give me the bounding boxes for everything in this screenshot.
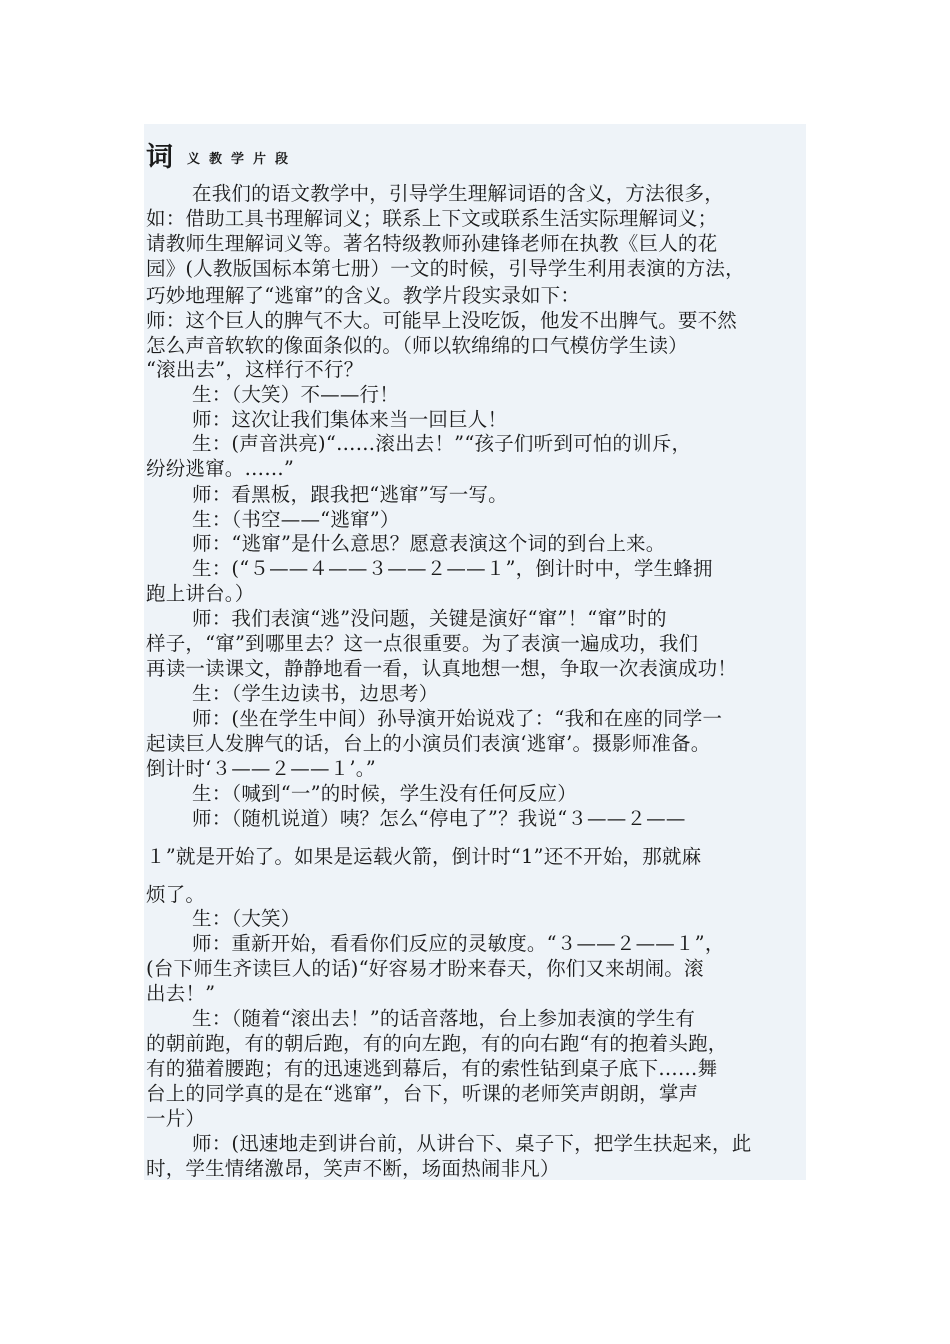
paragraph-line: 师：“逃窜”是什么意思？愿意表演这个词的到台上来。 xyxy=(192,532,666,555)
paragraph-line: 倒计时‘３——２——１’。” xyxy=(146,757,376,780)
paragraph-line: 生：(“５——４——３——２——１”，倒计时中，学生蜂拥 xyxy=(192,557,713,580)
paragraph-line: (台下师生齐读巨人的话)“好容易才盼来春天，你们又来胡闹。滚 xyxy=(146,957,704,980)
paragraph-line: 生：（大笑） xyxy=(192,907,301,930)
paragraph-line: 的朝前跑，有的朝后跑，有的向左跑，有的向右跑“有的抱着头跑， xyxy=(146,1032,728,1055)
paragraph-line: 怎么声音软软的像面条似的。（师以软绵绵的口气模仿学生读） xyxy=(146,334,688,357)
page-title xyxy=(146,134,297,174)
paragraph-line: 样子，“窜”到哪里去？这一点很重要。为了表演一遍成功，我们 xyxy=(146,632,699,655)
paragraph-line: 师：我们表演“逃”没问题，关键是演好“窜”！“窜”时的 xyxy=(192,607,667,630)
paragraph-line: 生：（随着“滚出去！”的话音落地，台上参加表演的学生有 xyxy=(192,1007,696,1030)
paragraph-line: 师：这个巨人的脾气不大。可能早上没吃饭，他发不出脾气。要不然 xyxy=(146,309,738,332)
paragraph-line: 再读一读课文，静静地看一看，认真地想一想，争取一次表演成功！ xyxy=(146,657,738,680)
title-rest: 义教学片段 xyxy=(187,152,298,167)
paragraph-line: 园》(人教版国标本第七册）一文的时候，引导学生利用表演的方法， xyxy=(146,257,745,280)
paragraph-line: 师：看黑板，跟我把“逃窜”写一写。 xyxy=(192,483,508,506)
paragraph-line: 师：(迅速地走到讲台前，从讲台下、桌子下，把学生扶起来，此 xyxy=(192,1132,752,1155)
title-first-char: 词 xyxy=(146,142,173,173)
paragraph-line: 起读巨人发脾气的话，台上的小演员们表演‘逃窜’。摄影师准备。 xyxy=(146,732,711,755)
paragraph-line: 师：(坐在学生中间）孙导演开始说戏了：“我和在座的同学一 xyxy=(192,707,723,730)
paragraph-line: 生：(声音洪亮)“……滚出去！”“孩子们听到可怕的训斥， xyxy=(192,432,692,455)
paragraph-line: １”就是开始了。如果是运载火箭，倒计时“1”还不开始，那就麻 xyxy=(146,845,702,868)
paragraph-line: 在我们的语文教学中，引导学生理解词语的含义，方法很多， xyxy=(192,182,724,205)
paragraph-line: 跑上讲台。） xyxy=(146,582,255,605)
paragraph-line: 如：借助工具书理解词义；联系上下文或联系生活实际理解词义； xyxy=(146,207,718,230)
paragraph-line: 生：（喊到“一”的时候，学生没有任何反应） xyxy=(192,782,577,805)
paragraph-line: 请教师生理解词义等。著名特级教师孙建锋老师在执教《巨人的花 xyxy=(146,232,718,255)
paragraph-line: 有的猫着腰跑；有的迅速逃到幕后，有的索性钻到桌子底下……舞 xyxy=(146,1057,718,1080)
paragraph-line: 生：（大笑）不——行！ xyxy=(192,383,399,406)
paragraph-line: 师：重新开始，看看你们反应的灵敏度。“３——２——１”， xyxy=(192,932,725,955)
paragraph-line: 烦了。 xyxy=(146,883,206,906)
paragraph-line: 出去！” xyxy=(146,982,216,1005)
paragraph-line: 巧妙地理解了“逃窜”的含义。教学片段实录如下： xyxy=(146,284,581,307)
paragraph-line: 台上的同学真的是在“逃窜”，台下，听课的老师笑声朗朗，掌声 xyxy=(146,1082,699,1105)
paragraph-line: 生：（学生边读书，边思考） xyxy=(192,682,439,705)
paragraph-line: 生：（书空——“逃窜”） xyxy=(192,508,400,531)
paragraph-line: 师：这次让我们集体来当一回巨人！ xyxy=(192,408,508,431)
paragraph-line: 纷纷逃窜。……” xyxy=(146,457,295,480)
paragraph-line: 一片） xyxy=(146,1107,206,1130)
paragraph-line: “滚出去”，这样行不行？ xyxy=(146,358,364,381)
paragraph-line: 师：（随机说道）咦？怎么“停电了”？我说“３——２—— xyxy=(192,807,686,830)
paragraph-line: 时，学生情绪激昂，笑声不断，场面热闹非凡） xyxy=(146,1157,560,1180)
